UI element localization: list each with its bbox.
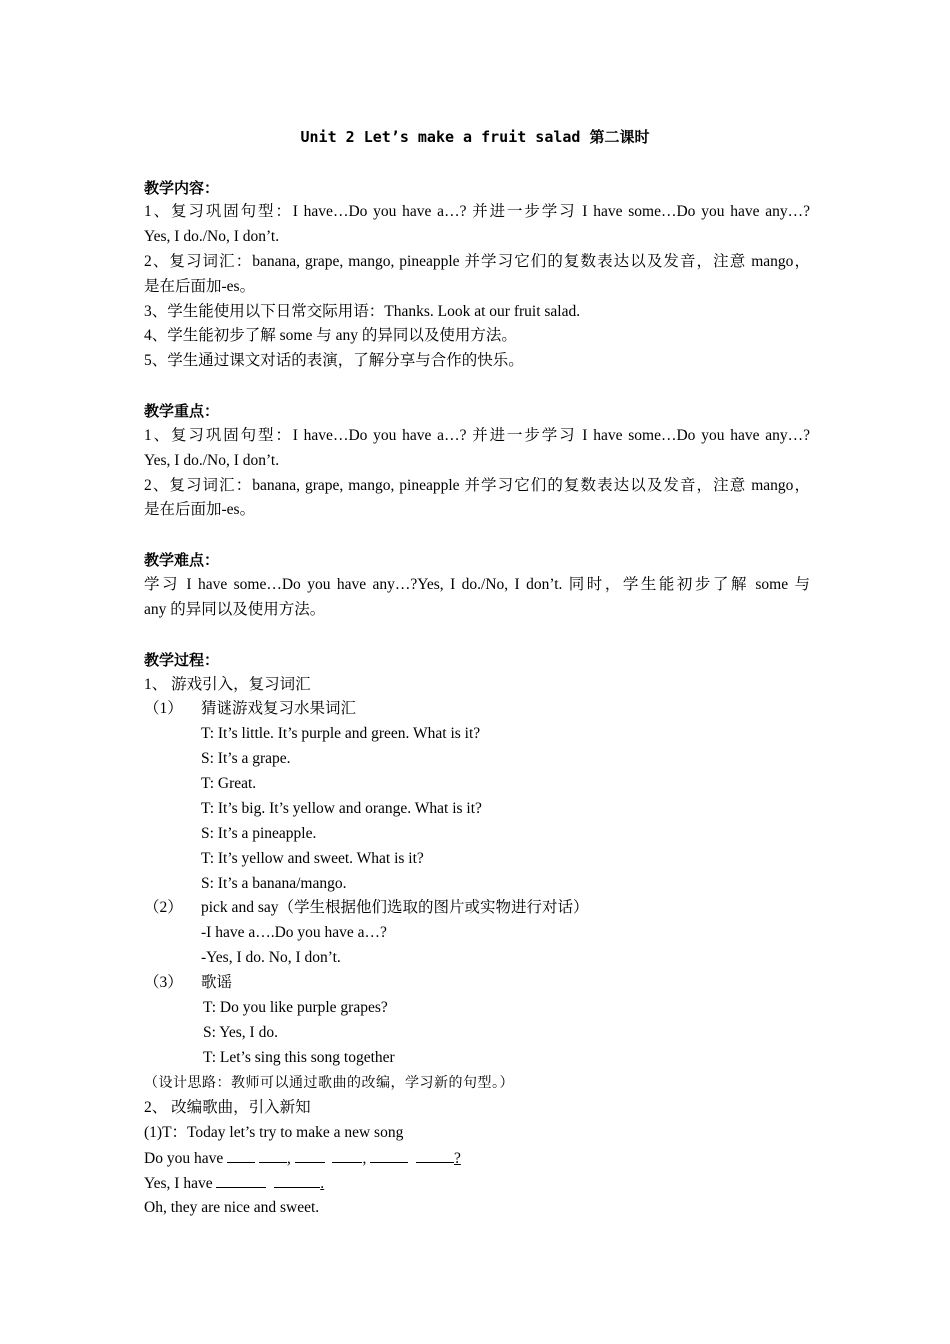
process-step-2: 2、 改编歌曲，引入新知 <box>144 1099 311 1116</box>
dialogue-line: S: It’s a grape. <box>201 750 291 767</box>
sub-title-1: 猜谜游戏复习水果词汇 <box>201 700 357 717</box>
content-line: 5、学生通过课文对话的表演，了解分享与合作的快乐。 <box>144 352 524 369</box>
song-line-1-prefix: Do you have <box>144 1150 224 1167</box>
process-heading: 教学过程： <box>144 651 220 669</box>
dialogue-line: S: Yes, I do. <box>203 1024 278 1041</box>
song-line-1 <box>144 1146 810 1171</box>
dialogue-line: -I have a….Do you have a…? <box>201 924 387 941</box>
dialogue-line: T: Do you like purple grapes? <box>203 999 388 1016</box>
song-line-1-end: ? <box>453 1150 461 1167</box>
content-line: 4、学生能初步了解 some 与 any 的异同以及使用方法。 <box>144 327 517 344</box>
dialogue-line: -Yes, I do. No, I don’t. <box>201 949 341 966</box>
dialogue-line: S: It’s a pineapple. <box>201 825 317 842</box>
fill-blank[interactable] <box>259 1146 287 1163</box>
content-line: Yes, I do./No, I don’t. <box>144 228 280 245</box>
sub-number-1: （1） <box>144 700 183 717</box>
fill-blank[interactable] <box>274 1171 320 1188</box>
dialogue-line: T: It’s little. It’s purple and green. What is it? <box>201 725 481 742</box>
content-line: 是在后面加-es。 <box>144 278 256 295</box>
key-heading: 教学重点： <box>144 402 220 420</box>
sub-number-3: （3） <box>144 974 183 991</box>
difficult-heading: 教学难点： <box>144 551 220 569</box>
process-step-1: 1、 游戏引入，复习词汇 <box>144 676 311 693</box>
content-line: 1、复习巩固句型：I have…Do you have a…? 并进一步学习 I have some…Do you have any…? <box>144 203 810 220</box>
page-title: Unit 2 Let’s make a fruit salad 第二课时 <box>300 128 650 146</box>
fill-blank[interactable] <box>370 1146 408 1163</box>
content-heading: 教学内容： <box>144 179 220 197</box>
sub-title-3: 歌谣 <box>201 974 233 991</box>
sub-title-2: pick and say（学生根据他们选取的图片或实物进行对话） <box>201 899 589 916</box>
song-line-2-end: . <box>320 1175 325 1192</box>
difficult-line: any 的异同以及使用方法。 <box>144 601 326 618</box>
dialogue-line: T: It’s yellow and sweet. What is it? <box>201 850 424 867</box>
key-line: Yes, I do./No, I don’t. <box>144 452 280 469</box>
song-intro: (1)T：Today let’s try to make a new song <box>144 1124 404 1141</box>
dialogue-line: S: It’s a banana/mango. <box>201 875 347 892</box>
song-line-2 <box>144 1171 810 1196</box>
song-line-2-prefix: Yes, I have <box>144 1175 213 1192</box>
fill-blank[interactable] <box>416 1146 454 1163</box>
content-line: 2、复习词汇：banana, grape, mango, pineapple 并学习它们的复数表达以及发音，注意 mango， <box>144 253 810 270</box>
dialogue-line: T: Let’s sing this song together <box>203 1049 395 1066</box>
fill-blank[interactable] <box>216 1171 266 1188</box>
design-note: （设计思路：教师可以通过歌曲的改编，学习新的句型。） <box>144 1075 514 1091</box>
fill-blank[interactable] <box>332 1146 362 1163</box>
song-line-1-sep: , <box>286 1150 291 1167</box>
key-line: 2、复习词汇：banana, grape, mango, pineapple 并学习它们的复数表达以及发音，注意 mango， <box>144 477 810 494</box>
key-line: 是在后面加-es。 <box>144 501 256 518</box>
key-line: 1、复习巩固句型：I have…Do you have a…? 并进一步学习 I have some…Do you have any…? <box>144 427 810 444</box>
sub-number-2: （2） <box>144 899 183 916</box>
song-line-1-sep: , <box>362 1150 367 1167</box>
content-line: 3、学生能使用以下日常交际用语：Thanks. Look at our fruit salad. <box>144 303 581 320</box>
song-line-3: Oh, they are nice and sweet. <box>144 1199 320 1216</box>
difficult-line: 学习 I have some…Do you have any…?Yes, I do./No, I don’t. 同时，学生能初步了解 some 与 <box>144 576 810 593</box>
dialogue-line: T: It’s big. It’s yellow and orange. What is it? <box>201 800 482 817</box>
dialogue-line: T: Great. <box>201 775 257 792</box>
fill-blank[interactable] <box>227 1146 255 1163</box>
fill-blank[interactable] <box>295 1146 325 1163</box>
